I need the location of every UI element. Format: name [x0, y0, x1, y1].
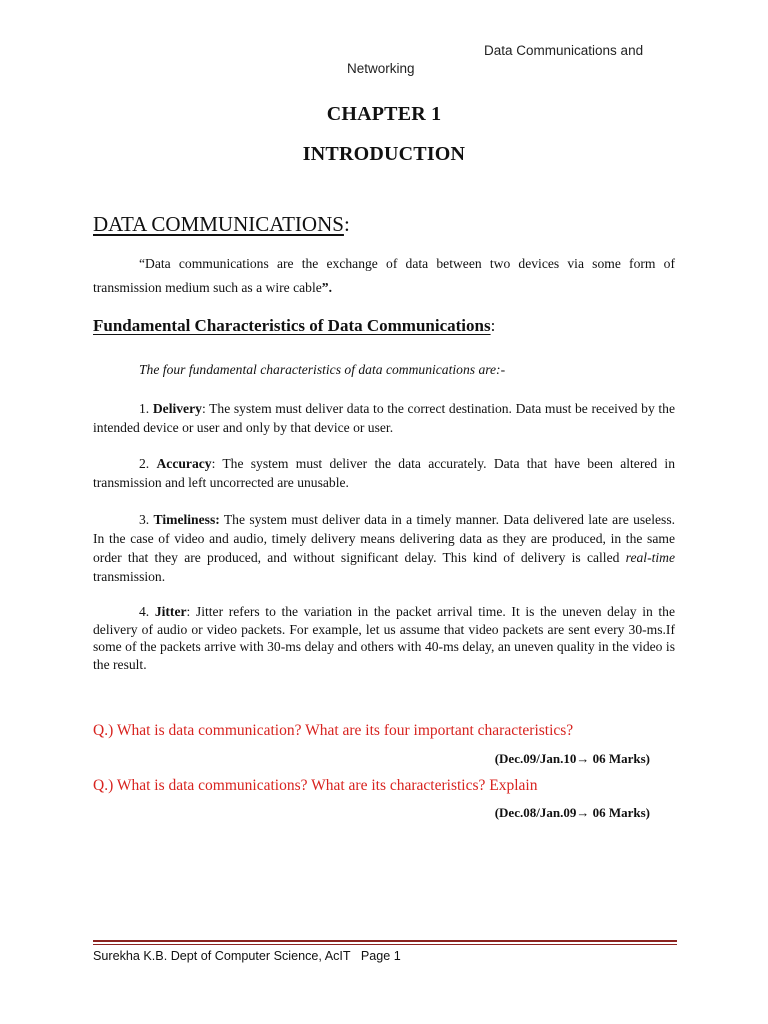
list-item: [93, 510, 675, 586]
page-footer: Surekha K.B. Dept of Computer Science, AcIT Page 1: [93, 949, 401, 963]
question-2-marks: [495, 805, 650, 821]
item-term: Jitter: [154, 604, 187, 619]
item-text: The system must deliver data in a timely manner. Data delivered late are useless. In the case of video and audio, timely delivery means delivering data as they are produced, in the same order that they are produced, and without significant delay. This kind of delivery is called: [93, 512, 676, 565]
item-number: 2.: [139, 456, 150, 471]
question-1: Q.) What is data communication? What are its four important characteristics?: [93, 722, 574, 739]
list-item: [93, 454, 675, 492]
lead-sentence: [93, 360, 675, 379]
chapter-title: CHAPTER 1: [326, 103, 442, 125]
running-header-line2: Networking: [347, 61, 415, 76]
item-text: : The system must deliver the data accurately. Data that have been altered in transmission and left uncorrected are unusable.: [93, 456, 675, 490]
open-quote: “: [139, 256, 146, 271]
item-term: Accuracy: [156, 456, 212, 471]
section-heading-colon: :: [343, 212, 350, 236]
subsection-heading-text: Fundamental Characteristics of Data Communications: [93, 316, 491, 335]
running-header-line1: Data Communications and: [484, 43, 644, 58]
subsection-heading: [93, 316, 495, 336]
chapter-subtitle: INTRODUCTION: [302, 143, 466, 165]
section-heading: [93, 212, 350, 237]
item-emphasis: real-time: [625, 550, 675, 565]
question-2: Q.) What is data communications? What are its characteristics? Explain: [93, 777, 538, 794]
close-quote: ”.: [321, 280, 332, 295]
item-text: : Jitter refers to the variation in the packet arrival time. It is the uneven delay in the delivery of audio or video packets. For example, let us assume that video packets are sent every 30-ms.If some of the packets arrive with 30-ms delay and others with 40-ms delay, an uneven quality in the video is the result.: [93, 604, 675, 672]
footer-rule-thin: [93, 944, 677, 945]
item-number: 3.: [139, 512, 150, 527]
arrow-icon: →: [576, 805, 590, 820]
section-heading-text: DATA COMMUNICATIONS: [93, 212, 344, 236]
list-item: [93, 603, 675, 673]
item-text: : The system must deliver data to the correct destination. Data must be received by the intended device or user and only by that device or user.: [93, 401, 676, 435]
item-tail: transmission.: [93, 569, 166, 584]
subsection-heading-colon: :: [490, 316, 496, 335]
item-term: Delivery: [152, 401, 202, 416]
list-item: [93, 399, 675, 437]
item-term: Timeliness:: [153, 512, 220, 527]
question-1-marks: [495, 751, 650, 767]
definition-paragraph: [93, 252, 675, 300]
marks-date: (Dec.08/Jan.09: [494, 805, 577, 820]
item-number: 1.: [139, 401, 150, 416]
item-number: 4.: [139, 604, 150, 619]
arrow-icon: →: [576, 751, 590, 766]
marks-value: 06 Marks): [589, 805, 650, 820]
marks-value: 06 Marks): [589, 751, 650, 766]
footer-rule-thick: [93, 940, 677, 942]
marks-date: (Dec.09/Jan.10: [494, 751, 577, 766]
lead-text: The four fundamental characteristics of data communications are:-: [139, 362, 506, 377]
definition-text: Data communications are the exchange of data between two devices via some form of transmission medium such as a wire cable: [93, 256, 675, 295]
